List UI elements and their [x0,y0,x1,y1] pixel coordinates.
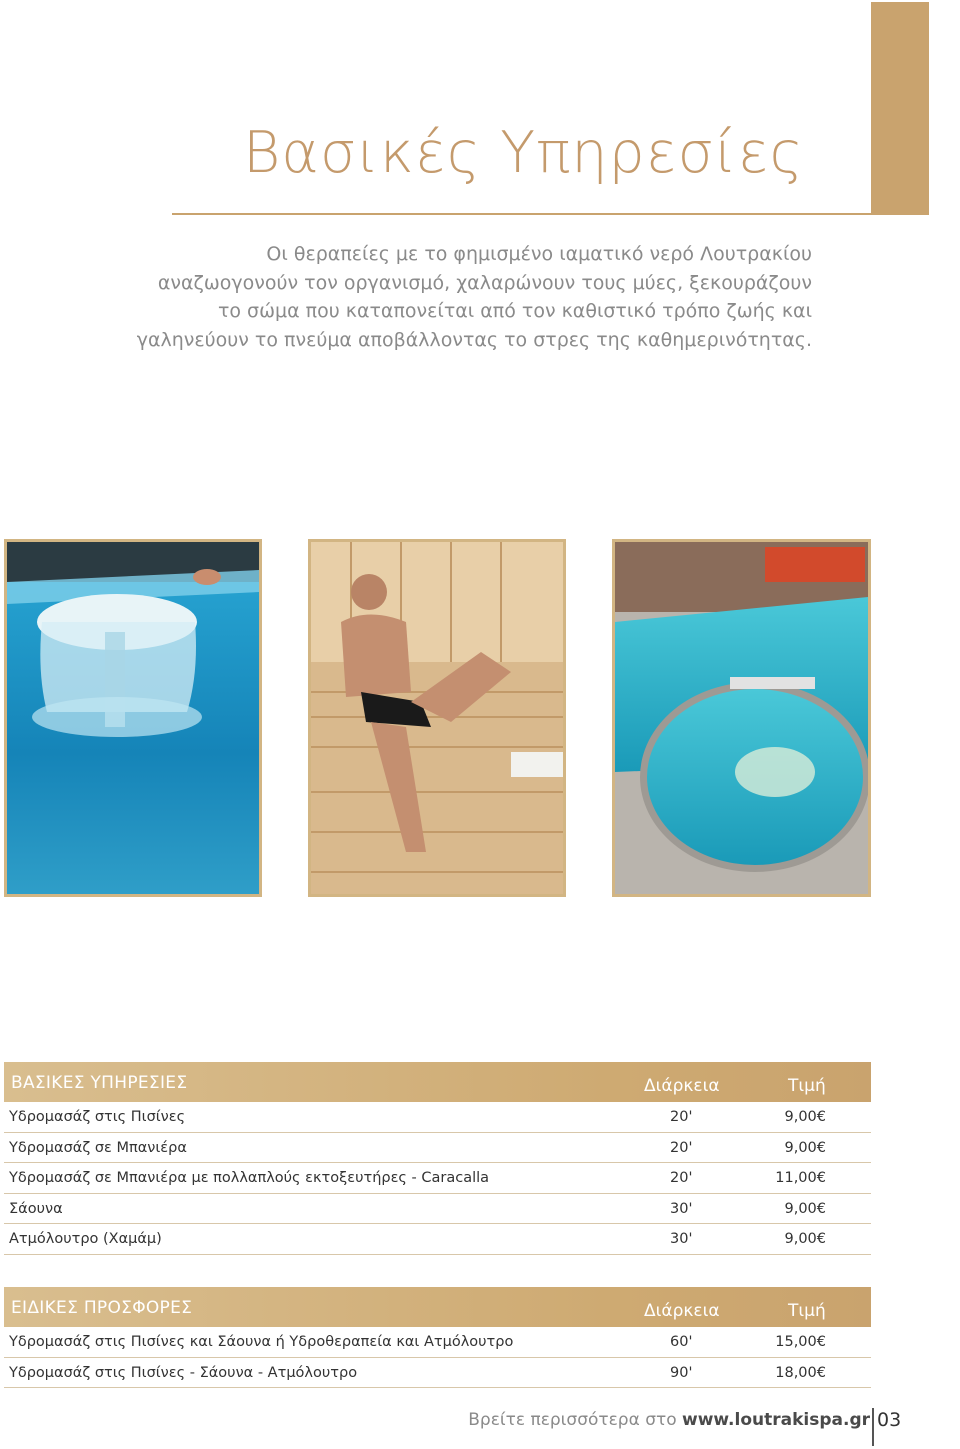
photo-indoor-pool [612,539,871,897]
price-column-header: Τιμή [788,1076,826,1096]
duration-column-header: Διάρκεια [644,1301,720,1321]
service-duration: 20' [670,1109,693,1125]
offer-duration: 90' [670,1364,693,1381]
offer-name: Υδρομασάζ στις Πισίνες - Σάουνα - Ατμόλουτρο [9,1364,358,1381]
table-row [4,1224,871,1255]
photo-pool-fountain [4,539,262,897]
basic-services-table [4,1062,871,1255]
gold-corner-tab [871,2,929,215]
service-name: Υδρομασάζ σε Μπανιέρα [9,1139,187,1156]
footer-text [468,1410,870,1430]
service-name: Υδρομασάζ στις Πισίνες [9,1109,186,1125]
service-name: Ατμόλουτρο (Χαμάμ) [9,1231,162,1247]
service-price: 9,00€ [784,1200,826,1217]
table-title: ΒΑΣΙΚΕΣ ΥΠΗΡΕΣΙΕΣ [11,1073,188,1093]
table-title: ΕΙΔΙΚΕΣ ΠΡΟΣΦΟΡΕΣ [11,1298,193,1318]
service-price: 9,00€ [784,1231,826,1247]
service-duration: 30' [670,1231,693,1247]
service-price: 9,00€ [784,1109,826,1125]
table-row [4,1194,871,1225]
title-divider [172,213,872,215]
special-offers-table [4,1287,871,1388]
table-row [4,1133,871,1164]
service-duration: 20' [670,1170,693,1186]
footer-prefix: Βρείτε περισσότερα στο [468,1410,683,1430]
service-duration: 30' [670,1200,693,1217]
footer-divider [872,1408,874,1446]
price-column-header: Τιμή [788,1301,826,1321]
website-link[interactable]: www.loutrakispa.gr [682,1410,870,1430]
duration-column-header: Διάρκεια [644,1076,720,1096]
table-row [4,1102,871,1133]
service-price: 9,00€ [784,1139,826,1156]
page-number: 03 [877,1409,902,1431]
service-duration: 20' [670,1139,693,1156]
table-row [4,1358,871,1389]
service-price: 11,00€ [775,1170,826,1186]
table-row [4,1327,871,1358]
service-name: Υδρομασάζ σε Μπανιέρα με πολλαπλούς εκτοξευτήρες - Caracalla [9,1170,490,1186]
offer-price: 15,00€ [775,1334,826,1350]
service-name: Σάουνα [9,1200,63,1217]
page-title: Βασικές Υπηρεσίες [242,120,804,186]
table-header [4,1062,871,1102]
offer-duration: 60' [670,1334,693,1350]
photo-sauna [308,539,566,897]
table-header [4,1287,871,1327]
intro-paragraph: Οι θεραπείες με το φημισμένο ιαματικό νερό Λουτρακίου αναζωογονούν τον οργανισμό, χαλαρώνουν τους μύες, ξεκουράζουν το σώμα που καταπονείται από τον καθιστικό τρόπο ζωής και γαληνεύουν το πνεύμα αποβάλλοντας το στρες της καθημερινότητας. [136,243,812,351]
offer-price: 18,00€ [775,1364,826,1381]
table-row [4,1163,871,1194]
offer-name: Υδρομασάζ στις Πισίνες και Σάουνα ή Υδροθεραπεία και Ατμόλουτρο [9,1334,514,1350]
